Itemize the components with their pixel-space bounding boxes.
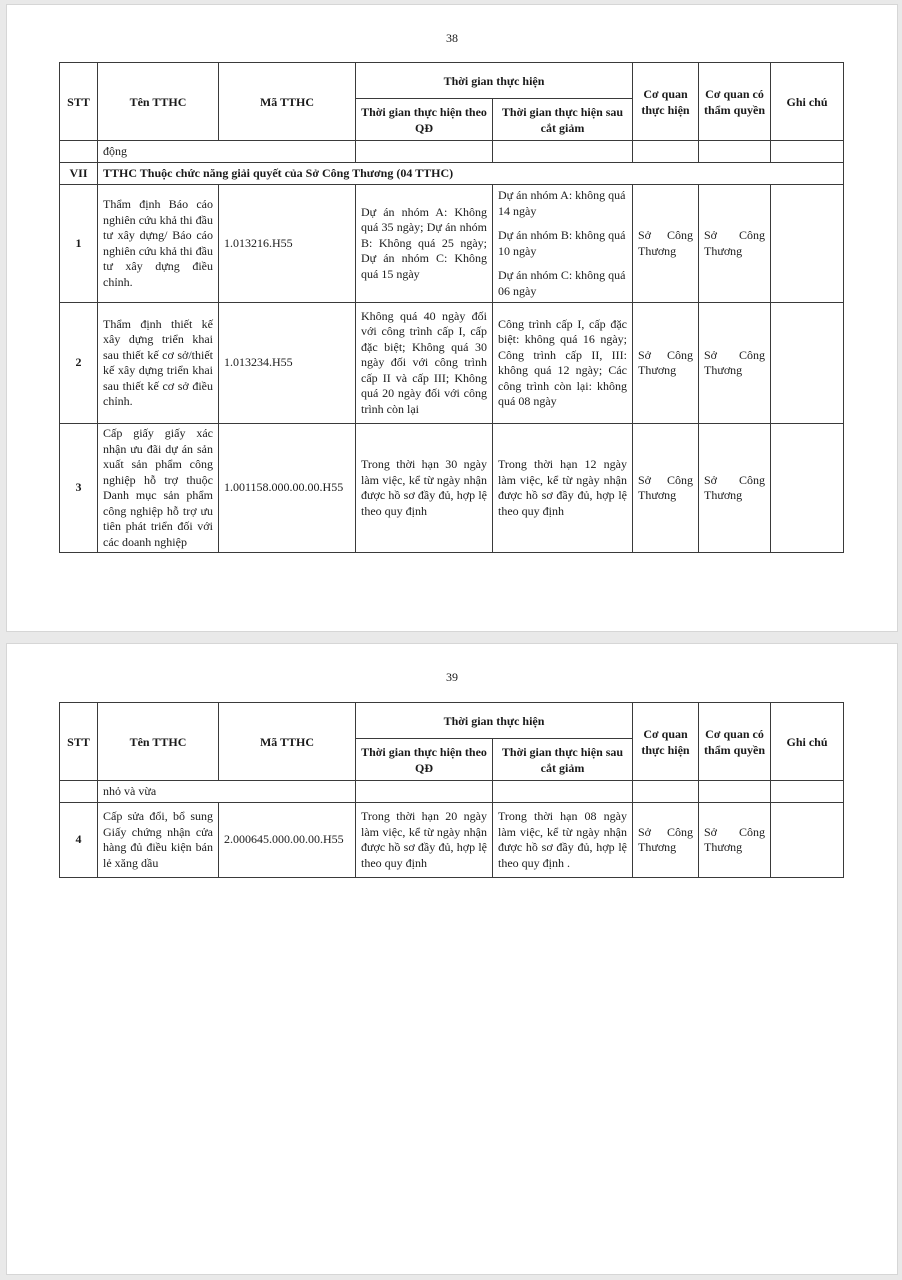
header-theo-qd: Thời gian thực hiện theo QĐ xyxy=(356,99,493,141)
table-row xyxy=(60,303,844,424)
header-thoi-gian: Thời gian thực hiện xyxy=(356,63,633,99)
header-theo-qd: Thời gian thực hiện theo QĐ xyxy=(356,739,493,781)
row-sau-cat-giam: Trong thời hạn 08 ngày làm việc, kể từ ngày nhận được hồ sơ đầy đủ, hợp lệ theo quy định . xyxy=(493,803,633,878)
row-co-quan-tham-quyen: Sở Công Thương xyxy=(699,185,771,303)
row-theo-qd: Không quá 40 ngày đối với công trình cấp I, cấp đặc biệt; Không quá 30 ngày đối với công trình cấp II và cấp III; Không quá 20 ngày đối với công trình còn lại xyxy=(356,303,493,424)
procedures-table xyxy=(59,62,844,553)
sau-cat-giam-nhom-c: Dự án nhóm C: không quá 06 ngày xyxy=(498,268,626,298)
row-ghi-chu xyxy=(771,185,844,303)
header-ma-tthc: Mã TTHC xyxy=(219,703,356,781)
row-ma-tthc: 1.001158.000.00.00.H55 xyxy=(219,424,356,553)
header-co-quan-thuc-hien: Cơ quan thực hiện xyxy=(633,63,699,141)
row-ten-tthc: Cấp sửa đổi, bổ sung Giấy chứng nhận cửa hàng đủ điều kiện bán lẻ xăng dầu xyxy=(98,803,219,878)
page-number: 38 xyxy=(446,31,458,45)
row-stt: 4 xyxy=(60,803,98,878)
row-stt: 2 xyxy=(60,303,98,424)
row-theo-qd: Trong thời hạn 20 ngày làm việc, kể từ ngày nhận được hồ sơ đầy đủ, hợp lệ theo quy định xyxy=(356,803,493,878)
header-ghi-chu: Ghi chú xyxy=(771,703,844,781)
table-row xyxy=(60,185,844,303)
row-co-quan-tham-quyen: Sở Công Thương xyxy=(699,303,771,424)
row-stt: 3 xyxy=(60,424,98,553)
row-sau-cat-giam xyxy=(493,185,633,303)
header-row xyxy=(60,703,844,739)
header-row xyxy=(60,63,844,99)
row-theo-qd: Dự án nhóm A: Không quá 35 ngày; Dự án nhóm B: Không quá 25 ngày; Dự án nhóm C: Không quá 15 ngày xyxy=(356,185,493,303)
header-co-quan-tham-quyen: Cơ quan có thẩm quyền xyxy=(699,63,771,141)
header-thoi-gian: Thời gian thực hiện xyxy=(356,703,633,739)
header-ghi-chu: Ghi chú xyxy=(771,63,844,141)
continuation-text: nhỏ và vừa xyxy=(98,781,356,803)
row-co-quan-thuc-hien: Sở Công Thương xyxy=(633,424,699,553)
row-ten-tthc: Thẩm định Báo cáo nghiên cứu khả thi đầu tư xây dựng/ Báo cáo nghiên cứu khả thi đầu tư xây dựng điều chỉnh. xyxy=(98,185,219,303)
row-co-quan-thuc-hien: Sở Công Thương xyxy=(633,803,699,878)
continuation-text: động xyxy=(98,141,356,163)
row-ma-tthc: 1.013216.H55 xyxy=(219,185,356,303)
header-ten-tthc: Tên TTHC xyxy=(98,703,219,781)
header-sau-cat-giam: Thời gian thực hiện sau cắt giảm xyxy=(493,739,633,781)
header-co-quan-thuc-hien: Cơ quan thực hiện xyxy=(633,703,699,781)
row-ghi-chu xyxy=(771,424,844,553)
continuation-row xyxy=(60,141,844,163)
row-ma-tthc: 2.000645.000.00.00.H55 xyxy=(219,803,356,878)
row-sau-cat-giam: Công trình cấp I, cấp đặc biệt: không quá 16 ngày; Công trình cấp II, III: không quá 12 ngày; Các công trình còn lại: không quá 08 ngày xyxy=(493,303,633,424)
row-co-quan-thuc-hien: Sở Công Thương xyxy=(633,185,699,303)
table-row xyxy=(60,803,844,878)
row-ghi-chu xyxy=(771,303,844,424)
sau-cat-giam-nhom-a: Dự án nhóm A: không quá 14 ngày xyxy=(498,188,626,218)
row-co-quan-tham-quyen: Sở Công Thương xyxy=(699,803,771,878)
sau-cat-giam-nhom-b: Dự án nhóm B: không quá 10 ngày xyxy=(498,228,626,258)
document-page-38 xyxy=(6,4,898,632)
header-sau-cat-giam: Thời gian thực hiện sau cắt giảm xyxy=(493,99,633,141)
row-ten-tthc: Cấp giấy giấy xác nhận ưu đãi dự án sản xuất sản phẩm công nghiệp hỗ trợ thuộc Danh mục sản phẩm công nghiệp hỗ trợ ưu tiên phát triển đối với các doanh nghiệp xyxy=(98,424,219,553)
row-co-quan-thuc-hien: Sở Công Thương xyxy=(633,303,699,424)
header-stt: STT xyxy=(60,63,98,141)
row-ma-tthc: 1.013234.H55 xyxy=(219,303,356,424)
table-row xyxy=(60,424,844,553)
procedures-table xyxy=(59,702,844,878)
page-number: 39 xyxy=(446,670,458,684)
header-co-quan-tham-quyen: Cơ quan có thẩm quyền xyxy=(699,703,771,781)
continuation-row xyxy=(60,781,844,803)
row-ghi-chu xyxy=(771,803,844,878)
document-page-39 xyxy=(6,643,898,1275)
header-stt: STT xyxy=(60,703,98,781)
header-ma-tthc: Mã TTHC xyxy=(219,63,356,141)
section-row xyxy=(60,163,844,185)
section-title: TTHC Thuộc chức năng giải quyết của Sở Công Thương (04 TTHC) xyxy=(98,163,844,185)
row-co-quan-tham-quyen: Sở Công Thương xyxy=(699,424,771,553)
row-theo-qd: Trong thời hạn 30 ngày làm việc, kể từ ngày nhận được hồ sơ đầy đủ, hợp lệ theo quy định xyxy=(356,424,493,553)
row-stt: 1 xyxy=(60,185,98,303)
header-ten-tthc: Tên TTHC xyxy=(98,63,219,141)
section-number: VII xyxy=(60,163,98,185)
row-ten-tthc: Thẩm định thiết kế xây dựng triển khai sau thiết kế cơ sở/thiết kế xây dựng triển khai sau thiết kế cơ sở điều chỉnh. xyxy=(98,303,219,424)
row-sau-cat-giam: Trong thời hạn 12 ngày làm việc, kể từ ngày nhận được hồ sơ đầy đủ, hợp lệ theo quy định xyxy=(493,424,633,553)
